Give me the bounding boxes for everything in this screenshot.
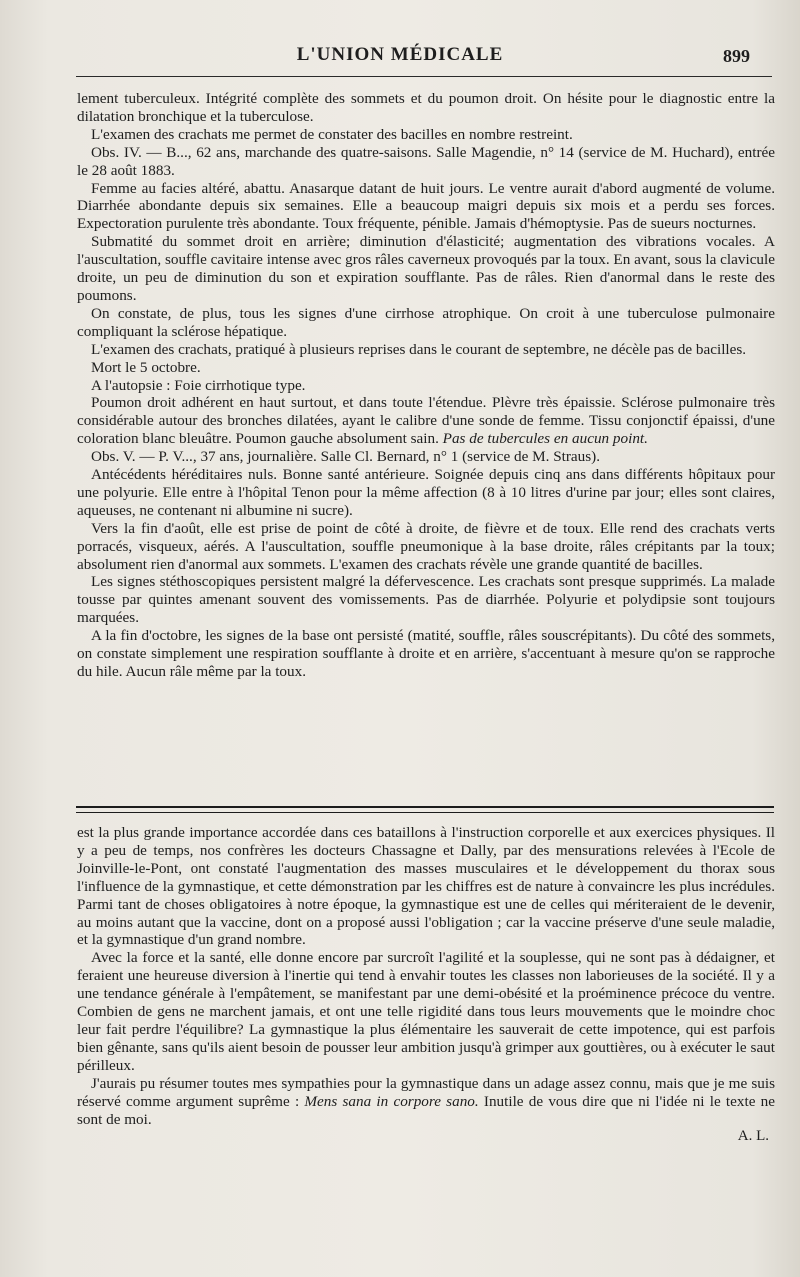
latin-adage: Mens sana in corpore sano. [304, 1092, 479, 1110]
paragraph: Antécédents héréditaires nuls. Bonne santé antérieure. Soignée depuis cinq ans dans différents hôpitaux pour une polyurie. Elle entre à l'hôpital Tenon pour la même affection (8 à 10 litres d'urine par jour; elles sont claires, aqueuses, ne contenant ni albumine ni sucre). [77, 466, 775, 519]
author-signature: A. L. [737, 1128, 769, 1145]
paragraph [77, 1075, 775, 1129]
paragraph-text: J'aurais pu résumer toutes mes sympathies pour la gymnastique dans un adage assez connu, mais que je me suis réservé comme argument suprême : [77, 1074, 775, 1110]
paragraph: L'examen des crachats me permet de constater des bacilles en nombre restreint. [91, 125, 573, 143]
paragraph: A l'autopsie : Foie cirrhotique type. [91, 376, 306, 394]
paragraph: On constate, de plus, tous les signes d'une cirrhose atrophique. On croit à une tuberculose pulmonaire compliquant la sclérose hépatique. [77, 304, 775, 340]
paragraph: Submatité du sommet droit en arrière; diminution d'élasticité; augmentation des vibrations vocales. A l'auscultation, souffle cavitaire intense avec gros râles caverneux provoqués par la toux. En avant, sous la clavicule droite, un peu de diminution du son et expiration soufflante. Pas de râles. Rien d'anormal dans le reste des poumons. [77, 233, 775, 304]
case-observations-column [77, 90, 775, 681]
autopsy-text: Poumon droit adhérent en haut surtout, et dans toute l'étendue. Plèvre très épaissie. Sclérose pulmonaire très considérable autour des bronches dilatées, ayant le calibre d'une sonde de femme. Tissu conjonctif épaissi, d'une coloration blanc bleuâtre. Poumon gauche absolument sain. [77, 394, 775, 448]
paragraph [77, 394, 775, 448]
section-divider [76, 806, 774, 813]
paragraph: Femme au facies altéré, abattu. Anasarque datant de huit jours. Le ventre aurait d'abord augmenté de volume. Diarrhée abondante depuis six semaines. Elle a beaucoup maigri depuis six mois et a perdu ses forces. Expectoration purulente très abondante. Toux fréquente, pénible. Jamais d'hémoptysie. Pas de sueurs nocturnes. [77, 179, 775, 233]
paragraph: Les signes stéthoscopiques persistent malgré la défervescence. Les crachats sont presque supprimés. La malade tousse par quintes amenant souvent des vomissements. Pas de diarrhée. Polyurie et polydipsie sont toujours marquées. [77, 573, 775, 627]
paragraph: A la fin d'octobre, les signes de la base ont persisté (matité, souffle, râles souscrépitants). Du côté des sommets, on constate simplement une respiration soufflante à droite et en arrière, s'accentuant à mesure qu'on se rapproche du hile. Aucun râle même par la toux. [77, 627, 775, 680]
header-rule [76, 76, 772, 77]
feuilleton-column [77, 824, 775, 1146]
paragraph: Mort le 5 octobre. [91, 358, 201, 376]
italic-conclusion: Pas de tubercules en aucun point. [442, 430, 648, 448]
paragraph: Avec la force et la santé, elle donne encore par surcroît l'agilité et la souplesse, qui ne sont pas à dédaigner, et feraient une heureuse diversion à l'inertie qui tend à envahir toutes les classes non laborieuses de la société. Il y a une tendance générale à l'empâtement, se manifestant par une demi-obésité et la proéminence précoce du ventre. Combien de gens ne marchent jamais, et ont une telle rigidité dans tous leurs mouvements que le moindre choc leur fait perdre l'équilibre? La gymnastique la plus élémentaire les sauverait de cette impotence, qui est parfois bien gênante, sans qu'ils aient besoin de pousser leur ambition jusqu'à grimper aux gouttières, ou à exécuter le saut périlleux. [77, 949, 775, 1074]
running-title: L'UNION MÉDICALE [296, 44, 504, 65]
paragraph-text: Inutile de vous dire que ni l'idée ni le texte ne sont de moi. [77, 1092, 775, 1128]
observation-heading: Obs. IV. — B..., 62 ans, marchande des quatre-saisons. Salle Magendie, n° 14 (service de M. Huchard), entrée le 28 août 1883. [77, 143, 775, 179]
paragraph: Vers la fin d'août, elle est prise de point de côté à droite, de fièvre et de toux. Elle rend des crachats verts porracés, visqueux, aérés. A l'auscultation, souffle pneumonique à la base droite, râles crépitants par la toux; absolument rien d'anormal aux sommets. L'examen des crachats révèle une grande quantité de bacilles. [77, 519, 775, 573]
paragraph: lement tuberculeux. Intégrité complète des sommets et du poumon droit. On hésite pour le diagnostic entre la dilatation bronchique et la tuberculose. [77, 90, 775, 125]
page-number: 899 [723, 46, 750, 66]
paragraph: est la plus grande importance accordée dans ces bataillons à l'instruction corporelle et aux exercices physiques. Il y a peu de temps, nos confrères les docteurs Chassagne et Dally, par des mensurations relevées à l'Ecole de Joinville-le-Pont, ont constaté l'augmentation des masses musculaires et le développement du thorax sous l'influence de la gymnastique, et cette démonstration par les chiffres est de nature à convaincre les plus incrédules. Parmi tant de choses obligatoires à notre époque, la gymnastique est une de celles qui mériteraient de le devenir, au moins autant que la vaccine, dont on a proposé aussi l'obligation ; car la vaccine préserve d'une seule maladie, et la gymnastique d'un grand nombre. [77, 824, 775, 949]
paragraph: L'examen des crachats, pratiqué à plusieurs reprises dans le courant de septembre, ne décèle pas de bacilles. [91, 340, 747, 358]
observation-heading: Obs. V. — P. V..., 37 ans, journalière. Salle Cl. Bernard, n° 1 (service de M. Straus). [91, 448, 601, 466]
